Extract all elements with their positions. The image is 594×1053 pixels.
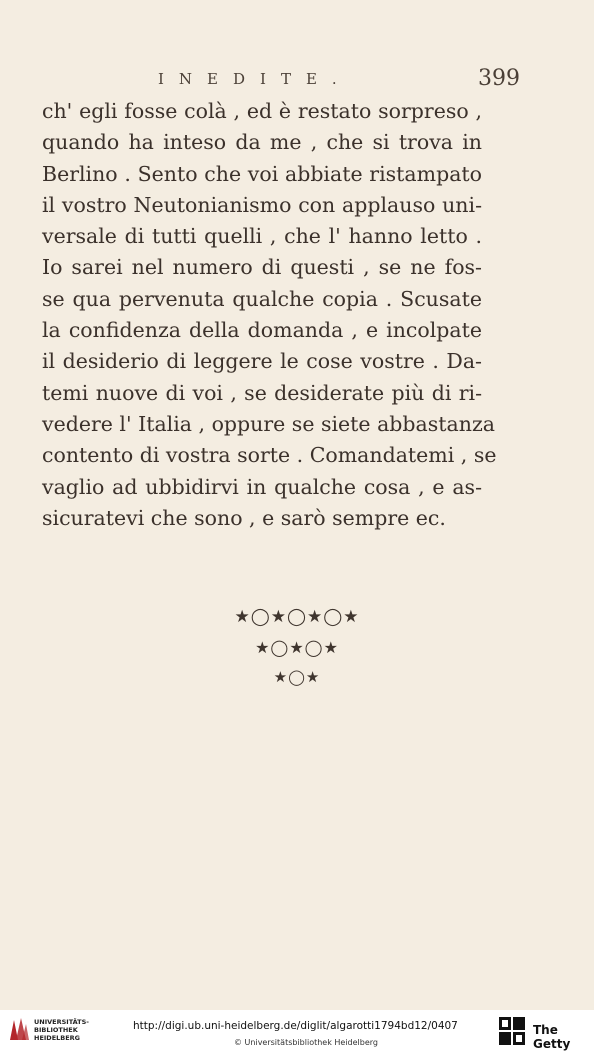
ornament-row-2: ★◯★◯★ [255, 638, 339, 657]
text-line: il desiderio di leggere le cose vostre . Da- [42, 349, 482, 374]
text-line: versale di tutti quelli , che l' hanno letto . [42, 224, 482, 249]
getty-label: The Getty [533, 1023, 571, 1051]
letter-body [42, 96, 497, 534]
text-line: Io sarei nel numero di questi , se ne fos- [42, 255, 482, 280]
running-title: INEDITE. [158, 70, 352, 88]
text-line: sicuratevi che sono , e sarò sempre ec. [42, 505, 446, 530]
copyright-notice: © Universitätsbibliothek Heidelberg [234, 1038, 379, 1047]
library-name-line: HEIDELBERG [34, 1034, 81, 1042]
page-number: 399 [478, 66, 520, 91]
text-line: vaglio ad ubbidirvi in qualche cosa , e as- [42, 474, 482, 499]
heidelberg-library-logo-icon [8, 1016, 30, 1042]
text-line: il vostro Neutonianismo con applauso uni- [42, 192, 482, 217]
text-line: la confidenza della domanda , e incolpate [42, 318, 482, 343]
text-line: temi nuove di voi , se desiderate più di ri- [42, 380, 482, 405]
ornament-row-3: ★◯★ [273, 668, 321, 686]
text-line: quando ha inteso da me , che si trova in [42, 130, 482, 155]
digitization-footer [0, 1010, 594, 1053]
text-line: se qua pervenuta qualche copia . Scusate [42, 286, 482, 311]
library-name-line: UNIVERSITÄTS- [34, 1018, 89, 1026]
text-line: contento di vostra sorte . Comandatemi , se [42, 443, 497, 468]
text-line: vedere l' Italia , oppure se siete abbastanza [42, 411, 495, 436]
text-line: Berlino . Sento che voi abbiate ristampato [42, 161, 482, 186]
library-name [34, 1018, 89, 1042]
ornament-row-1: ★◯★◯★◯★ [234, 607, 360, 627]
library-name-line: BIBLIOTHEK [34, 1026, 78, 1034]
getty-logo-icon [498, 1016, 526, 1046]
text-line: ch' egli fosse colà , ed è restato sorpreso , [42, 99, 482, 123]
permalink-url[interactable]: http://digi.ub.uni-heidelberg.de/diglit/algarotti1794bd12/0407 [133, 1020, 458, 1032]
